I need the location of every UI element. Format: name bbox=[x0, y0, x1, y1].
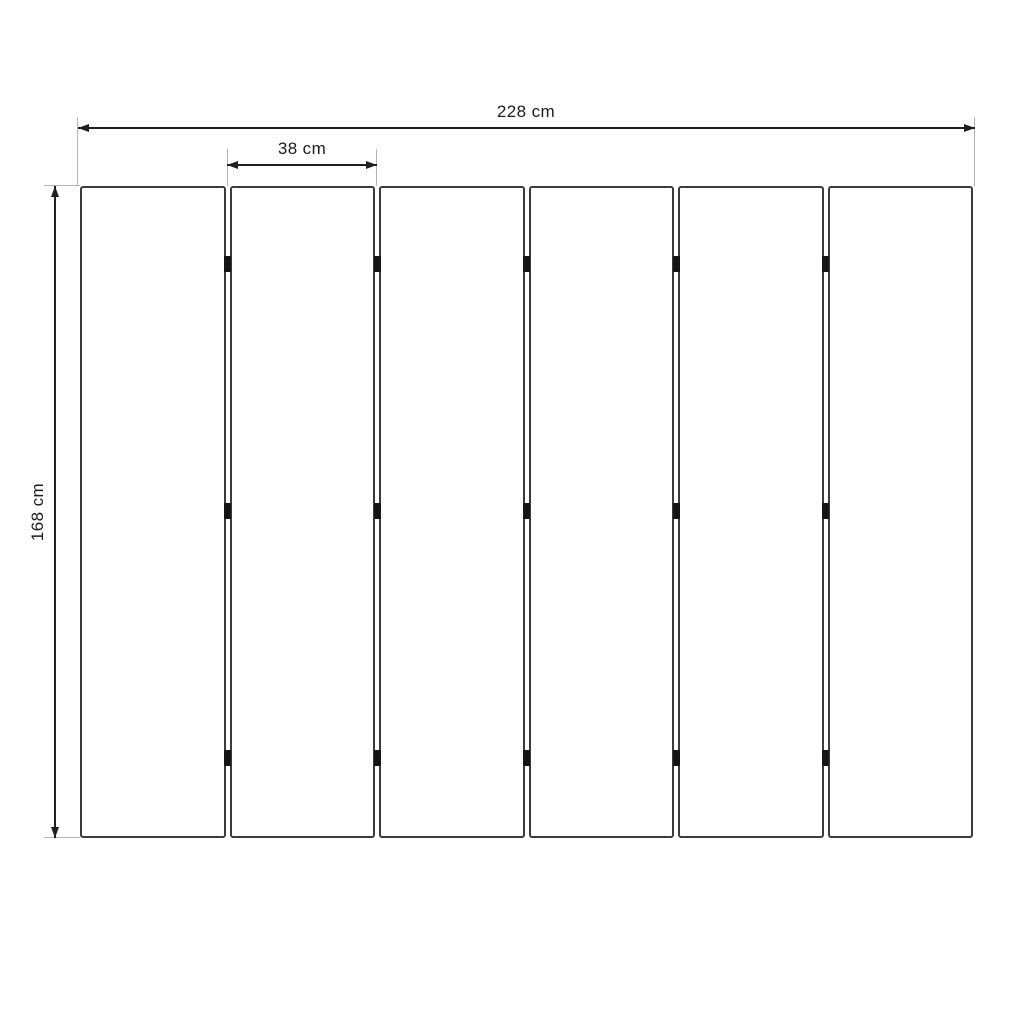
hinge bbox=[374, 503, 381, 519]
hinge bbox=[673, 750, 680, 766]
hinge bbox=[523, 256, 530, 272]
extension-line-bottom bbox=[44, 837, 80, 838]
panel bbox=[529, 186, 675, 838]
panel-width-label: 38 cm bbox=[277, 139, 327, 158]
hinge bbox=[523, 503, 530, 519]
panel bbox=[678, 186, 824, 838]
hinge bbox=[224, 256, 231, 272]
hinge bbox=[224, 750, 231, 766]
panel bbox=[379, 186, 525, 838]
panel bbox=[828, 186, 974, 838]
height-label: 168 cm bbox=[28, 482, 47, 542]
arrowhead-down-icon bbox=[51, 827, 59, 838]
hinge bbox=[374, 256, 381, 272]
hinge bbox=[673, 256, 680, 272]
hinge bbox=[822, 750, 829, 766]
hinge bbox=[224, 503, 231, 519]
arrowhead-up-icon bbox=[51, 186, 59, 197]
total-width-label: 228 cm bbox=[496, 102, 556, 121]
hinge bbox=[673, 503, 680, 519]
hinge bbox=[374, 750, 381, 766]
dimension-line bbox=[54, 186, 56, 838]
hinge bbox=[822, 503, 829, 519]
hinge bbox=[822, 256, 829, 272]
arrowhead-right-icon bbox=[964, 124, 975, 132]
dimension-line bbox=[78, 127, 975, 129]
arrowhead-left-icon bbox=[78, 124, 89, 132]
arrowhead-right-icon bbox=[366, 161, 377, 169]
hinge bbox=[523, 750, 530, 766]
panel bbox=[80, 186, 226, 838]
panel bbox=[230, 186, 376, 838]
extension-line-top bbox=[44, 185, 80, 186]
dimension-line bbox=[227, 164, 377, 166]
arrowhead-left-icon bbox=[227, 161, 238, 169]
